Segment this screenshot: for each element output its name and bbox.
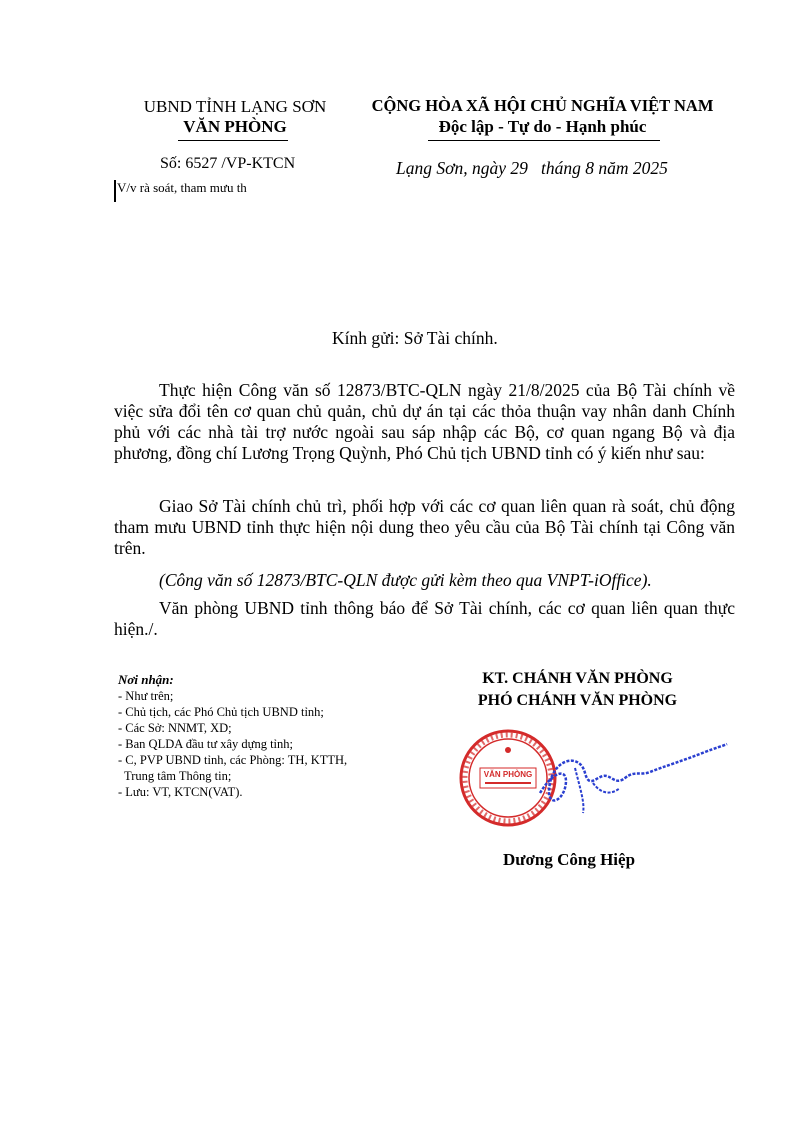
motto-underline [428, 140, 660, 141]
paragraph-1: Thực hiện Công văn số 12873/BTC-QLN ngày 21/8/2025 của Bộ Tài chính về việc sửa đổi tên cơ quan chủ quản, chủ dự án tại các thỏa thuận vay nhân danh Chính phủ với các nhà tài trợ nước ngoài sau sáp nhập các Bộ, cơ quan ngang Bộ và địa phương, đồng chí Lương Trọng Quỳnh, Phó Chủ tịch UBND tỉnh có ý kiến như sau: [114, 380, 735, 463]
dept-name: VĂN PHÒNG [183, 117, 287, 136]
document-number: Số: 6527 /VP-KTCN [160, 155, 296, 172]
place-date: Lạng Sơn, ngày 29 tháng 8 năm 2025 [396, 158, 668, 178]
paragraph-2: Giao Sở Tài chính chủ trì, phối hợp với các cơ quan liên quan rà soát, chủ động tham mưu UBND tỉnh thực hiện nội dung theo yêu cầu của Bộ Tài chính tại Công văn trên. [114, 496, 735, 558]
motto: Độc lập - Tự do - Hạnh phúc [438, 117, 647, 136]
stamp-label: VĂN PHÒNG [483, 770, 533, 779]
paragraph-4: Văn phòng UBND tỉnh thông báo để Sở Tài chính, các cơ quan liên quan thực hiện./. [114, 598, 735, 639]
recipient-item: - Chủ tịch, các Phó Chủ tịch UBND tỉnh; [118, 705, 324, 719]
recipients-title: Nơi nhận: [118, 672, 174, 687]
recipient-item: - Ban QLDA đầu tư xây dựng tỉnh; [118, 737, 293, 751]
recipient-item: - Lưu: VT, KTCN(VAT). [118, 785, 243, 799]
signature-title-1: KT. CHÁNH VĂN PHÒNG [482, 670, 673, 687]
subject-edge-mark [114, 180, 116, 202]
nation-title: CỘNG HÒA XÃ HỘI CHỦ NGHĨA VIỆT NAM [371, 96, 714, 115]
handwritten-signature-icon [535, 738, 730, 818]
paragraph-3: (Công văn số 12873/BTC-QLN được gửi kèm theo qua VNPT-iOffice). [159, 570, 652, 590]
subject-line: V/v rà soát, tham mưu th [117, 180, 247, 195]
recipient-item: - Như trên; [118, 689, 174, 703]
dept-underline [178, 140, 288, 141]
org-name: UBND TỈNH LẠNG SƠN [143, 97, 327, 116]
recipient-item: Trung tâm Thông tin; [118, 769, 232, 783]
signer-name: Dương Công Hiệp [503, 850, 636, 869]
recipient-item: - Các Sở: NNMT, XD; [118, 721, 232, 735]
addressee: Kính gửi: Sở Tài chính. [332, 328, 498, 348]
signature-title-2: PHÓ CHÁNH VĂN PHÒNG [477, 692, 678, 709]
recipient-item: - C, PVP UBND tỉnh, các Phòng: TH, KTTH, [118, 753, 348, 767]
recipients-block [118, 672, 347, 800]
